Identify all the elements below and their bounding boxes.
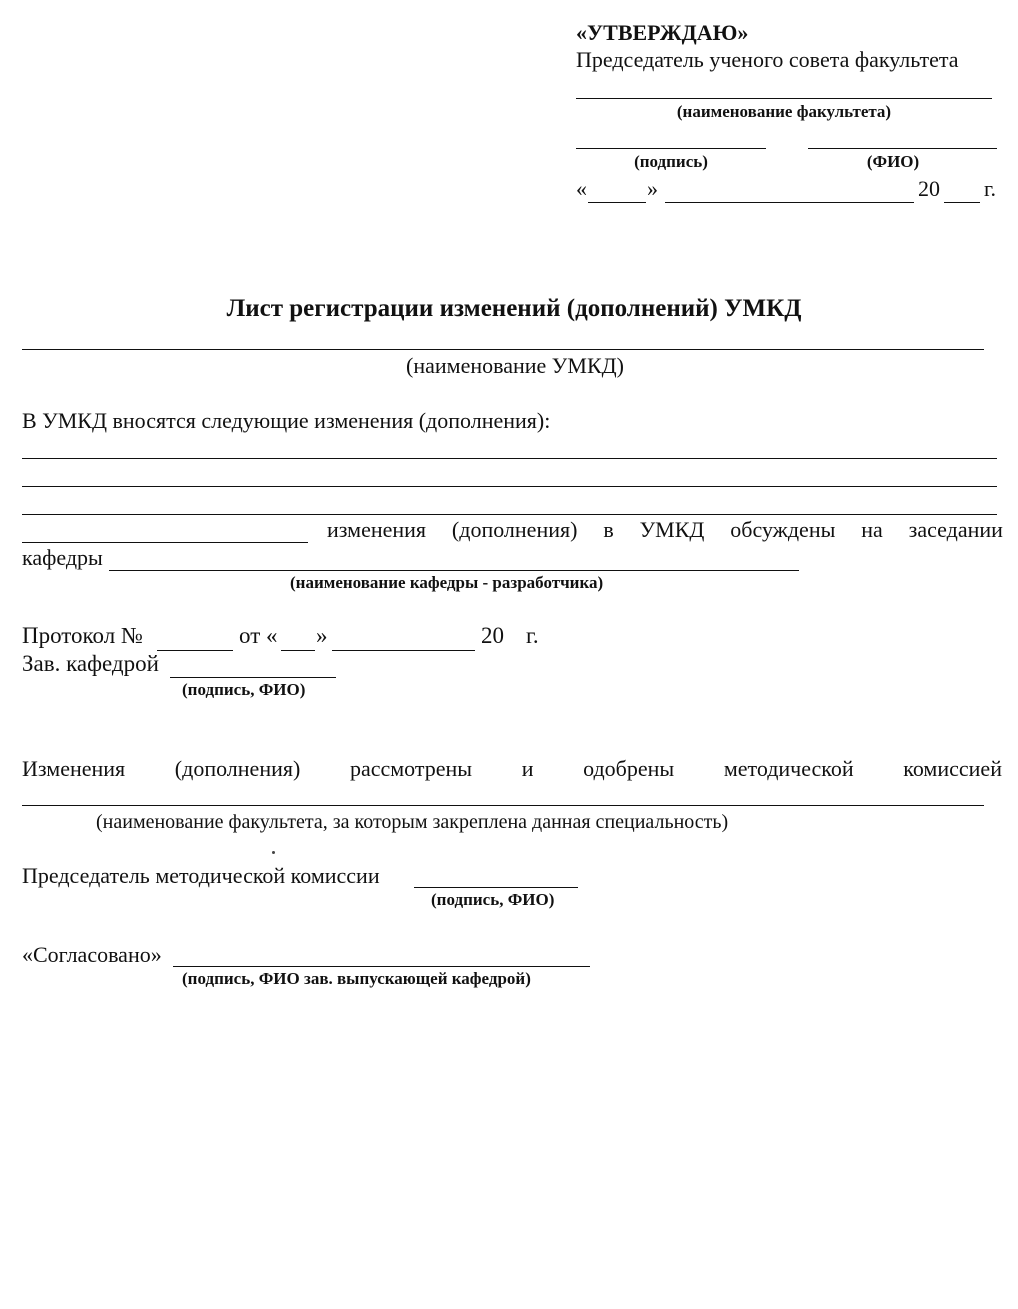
commission-word: рассмотрены	[349, 756, 473, 781]
changes-line-1[interactable]	[22, 458, 997, 459]
discussion-word: (дополнения)	[451, 517, 578, 542]
protocol-label: Протокол №	[22, 623, 143, 648]
department-head-caption: (подпись, ФИО)	[182, 680, 306, 699]
approval-heading: «УТВЕРЖДАЮ»	[576, 20, 749, 45]
changes-intro: В УМКД вносятся следующие изменения (дополнения):	[22, 408, 551, 433]
commission-faculty-line[interactable]	[22, 805, 984, 806]
department-head-label: Зав. кафедрой	[22, 651, 159, 676]
protocol-close-quote: »	[316, 623, 328, 648]
commission-word: (дополнения)	[174, 756, 301, 781]
approval-year-suffix: г.	[984, 176, 997, 201]
approval-date-open-quote: «	[576, 176, 587, 201]
umkd-name-caption: (наименование УМКД)	[406, 353, 624, 378]
umkd-name-line[interactable]	[22, 349, 984, 350]
page-title: Лист регистрации изменений (дополнений) УМКД	[226, 295, 802, 322]
approval-name-line[interactable]	[808, 148, 997, 149]
approval-year-prefix: 20	[918, 176, 940, 201]
department-head-signature-line[interactable]	[170, 677, 336, 678]
commission-chair-signature-line[interactable]	[414, 887, 578, 888]
protocol-day-line[interactable]	[281, 650, 315, 651]
discussion-text	[327, 517, 1003, 543]
scan-speck	[272, 851, 275, 854]
approval-date-close-quote: »	[647, 176, 658, 201]
changes-line-3[interactable]	[22, 514, 997, 515]
commission-word: одобрены	[583, 756, 675, 781]
discussion-word: заседании	[908, 517, 1003, 542]
commission-word: методической	[723, 756, 854, 781]
commission-chair-label: Председатель методической комиссии	[22, 863, 380, 888]
protocol-year-prefix: 20	[481, 623, 504, 648]
protocol-year-suffix: г.	[526, 623, 539, 648]
agreed-caption: (подпись, ФИО зав. выпускающей кафедрой)	[182, 969, 531, 988]
protocol-number-line[interactable]	[157, 650, 233, 651]
discussion-word: изменения	[327, 517, 427, 542]
discussion-word: обсуждены	[730, 517, 836, 542]
department-name-caption: (наименование кафедры - разработчика)	[290, 573, 604, 592]
discussion-word: в	[603, 517, 614, 542]
agreed-signature-line[interactable]	[173, 966, 590, 967]
discussion-word: на	[861, 517, 883, 542]
approval-signature-line[interactable]	[576, 148, 766, 149]
agreed-label: «Согласовано»	[22, 942, 162, 967]
changes-line-2[interactable]	[22, 486, 997, 487]
commission-word: и	[521, 756, 534, 781]
faculty-name-caption: (наименование факультета)	[676, 102, 892, 121]
protocol-month-line[interactable]	[332, 650, 475, 651]
commission-text	[22, 756, 1002, 782]
approval-year-line[interactable]	[944, 202, 980, 203]
discussion-word: УМКД	[639, 517, 705, 542]
approval-day-line[interactable]	[588, 202, 646, 203]
department-name-line[interactable]	[109, 570, 799, 571]
approval-name-caption: (ФИО)	[866, 152, 920, 171]
approval-month-line[interactable]	[665, 202, 914, 203]
approval-signature-caption: (подпись)	[634, 152, 708, 171]
department-label: кафедры	[22, 545, 103, 570]
faculty-name-line[interactable]	[576, 98, 992, 99]
discussion-date-line[interactable]	[22, 542, 308, 543]
commission-chair-caption: (подпись, ФИО)	[431, 890, 555, 909]
commission-word: Изменения	[22, 756, 126, 781]
commission-faculty-caption: (наименование факультета, за которым закреплена данная специальность)	[96, 811, 729, 833]
protocol-from-label: от «	[239, 623, 278, 648]
commission-word: комиссией	[903, 756, 1002, 781]
approval-role: Председатель ученого совета факультета	[576, 47, 959, 72]
